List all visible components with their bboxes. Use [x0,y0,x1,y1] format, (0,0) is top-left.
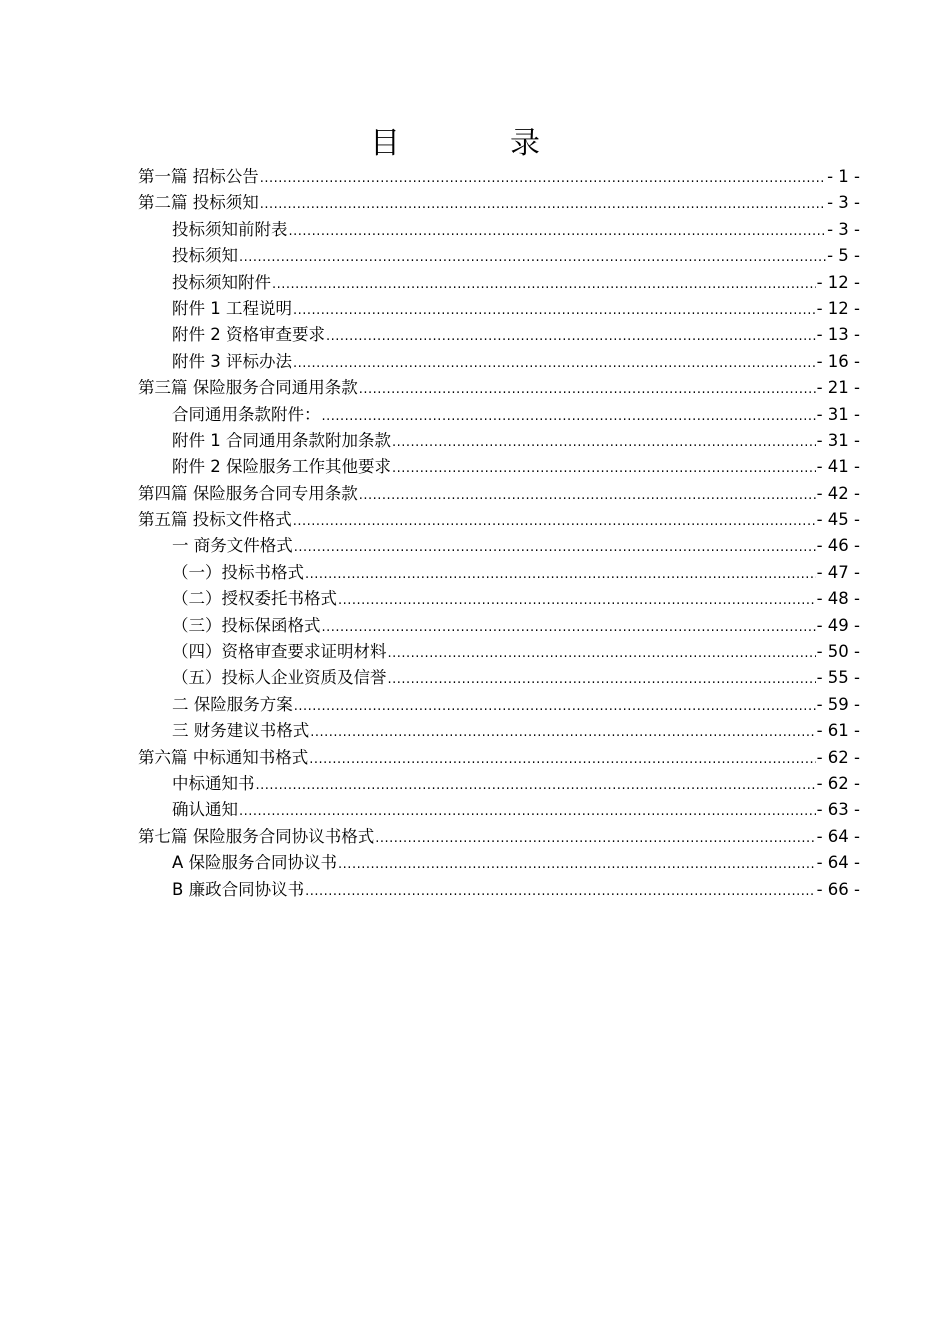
toc-entry-label: 附件 2 资格审查要求 [172,325,325,345]
toc-entry-label: （三）投标保函格式 [172,615,321,635]
dot-leader [326,324,816,348]
dot-leader [293,351,816,375]
toc-entry-page: - 66 - [816,879,860,899]
toc-entry-page: - 55 - [816,668,860,688]
dot-leader [392,456,816,480]
toc-entry-page: - 31 - [816,404,860,424]
toc-entry-label: 第七篇 保险服务合同协议书格式 [138,826,375,846]
toc-entry-page: - 64 - [816,826,860,846]
dot-leader [239,245,826,269]
dot-leader [239,799,816,823]
table-of-contents [138,164,860,903]
dot-leader [294,694,816,718]
dot-leader [375,826,815,850]
toc-entry-label: 确认通知 [172,800,238,820]
dot-leader [359,377,816,401]
dot-leader [260,166,826,190]
dot-leader [392,430,816,454]
toc-entry[interactable] [138,692,860,718]
toc-entry-page: - 48 - [816,589,860,609]
toc-entry[interactable] [138,533,860,559]
toc-entry-page: - 16 - [816,351,860,371]
dot-leader [310,720,815,744]
toc-entry[interactable] [138,270,860,296]
toc-entry-label: 合同通用条款附件： [172,404,321,424]
toc-entry-page: - 62 - [816,773,860,793]
toc-entry[interactable] [138,718,860,744]
toc-entry-label: 二 保险服务方案 [172,694,293,714]
toc-entry-label: 第六篇 中标通知书格式 [138,747,309,767]
toc-entry-label: 一 商务文件格式 [172,536,293,556]
toc-entry[interactable] [138,217,860,243]
dot-leader [256,773,816,797]
toc-entry-label: 中标通知书 [172,773,255,793]
toc-entry[interactable] [138,745,860,771]
toc-entry-page: - 62 - [816,747,860,767]
dot-leader [293,298,816,322]
toc-entry[interactable] [138,428,860,454]
toc-entry[interactable] [138,164,860,190]
toc-entry-page: - 1 - [827,167,860,186]
dot-leader [322,404,816,428]
toc-entry-page: - 46 - [816,536,860,556]
dot-leader [260,192,826,216]
toc-entry-page: - 63 - [816,800,860,820]
toc-entry-page: - 64 - [816,853,860,873]
toc-entry[interactable] [138,402,860,428]
toc-entry-label: 第五篇 投标文件格式 [138,510,292,530]
toc-entry[interactable] [138,507,860,533]
toc-entry-label: 投标须知前附表 [172,219,288,239]
dot-leader [322,615,816,639]
toc-entry-label: 三 财务建议书格式 [172,721,310,741]
toc-title: 目 录 [370,126,580,161]
toc-entry[interactable] [138,322,860,348]
toc-entry-page: - 12 - [816,298,860,318]
toc-entry[interactable] [138,560,860,586]
toc-entry-label: 投标须知 [172,246,238,266]
dot-leader [272,272,816,296]
toc-entry-page: - 21 - [816,378,860,398]
toc-entry[interactable] [138,243,860,269]
toc-entry[interactable] [138,481,860,507]
toc-entry-page: - 49 - [816,615,860,635]
toc-entry-label: （五）投标人企业资质及信誉 [172,668,387,688]
toc-entry-page: - 59 - [816,694,860,714]
toc-entry[interactable] [138,797,860,823]
dot-leader [309,747,815,771]
toc-entry[interactable] [138,296,860,322]
toc-entry-page: - 47 - [816,562,860,582]
toc-entry-label: 附件 1 合同通用条款附加条款 [172,430,391,450]
toc-entry[interactable] [138,639,860,665]
toc-entry[interactable] [138,613,860,639]
toc-entry-label: 投标须知附件 [172,272,271,292]
dot-leader [338,852,816,876]
dot-leader [359,483,816,507]
toc-entry-page: - 31 - [816,430,860,450]
dot-leader [293,509,816,533]
toc-entry-label: 第一篇 招标公告 [138,167,259,186]
toc-entry[interactable] [138,190,860,216]
toc-entry[interactable] [138,877,860,903]
dot-leader [338,588,816,612]
toc-entry-page: - 45 - [816,510,860,530]
toc-entry-page: - 3 - [827,219,860,239]
toc-entry-page: - 5 - [827,246,860,266]
toc-entry-label: 附件 2 保险服务工作其他要求 [172,457,391,477]
toc-entry-label: A 保险服务合同协议书 [172,853,338,873]
dot-leader [305,879,816,903]
dot-leader [388,667,816,691]
toc-entry[interactable] [138,349,860,375]
toc-entry-label: 第三篇 保险服务合同通用条款 [138,378,358,398]
dot-leader [294,535,816,559]
toc-entry[interactable] [138,771,860,797]
toc-entry-page: - 50 - [816,642,860,662]
toc-entry-label: （二）授权委托书格式 [172,589,337,609]
toc-entry-label: （一）投标书格式 [172,562,304,582]
toc-entry[interactable] [138,454,860,480]
toc-entry-label: （四）资格审查要求证明材料 [172,642,387,662]
toc-entry-label: 附件 1 工程说明 [172,298,292,318]
toc-entry-page: - 61 - [816,721,860,741]
toc-entry-label: 第二篇 投标须知 [138,193,259,213]
toc-entry[interactable] [138,665,860,691]
toc-entry-page: - 3 - [827,193,860,213]
toc-entry[interactable] [138,375,860,401]
toc-entry-page: - 41 - [816,457,860,477]
toc-entry-label: 附件 3 评标办法 [172,351,292,371]
toc-entry[interactable] [138,824,860,850]
toc-entry-label: 第四篇 保险服务合同专用条款 [138,483,358,503]
toc-entry-page: - 42 - [816,483,860,503]
dot-leader [289,219,827,243]
toc-entry[interactable] [138,586,860,612]
toc-entry-page: - 13 - [816,325,860,345]
toc-entry[interactable] [138,850,860,876]
toc-entry-page: - 12 - [816,272,860,292]
dot-leader [305,562,816,586]
dot-leader [388,641,816,665]
toc-entry-label: B 廉政合同协议书 [172,879,305,899]
